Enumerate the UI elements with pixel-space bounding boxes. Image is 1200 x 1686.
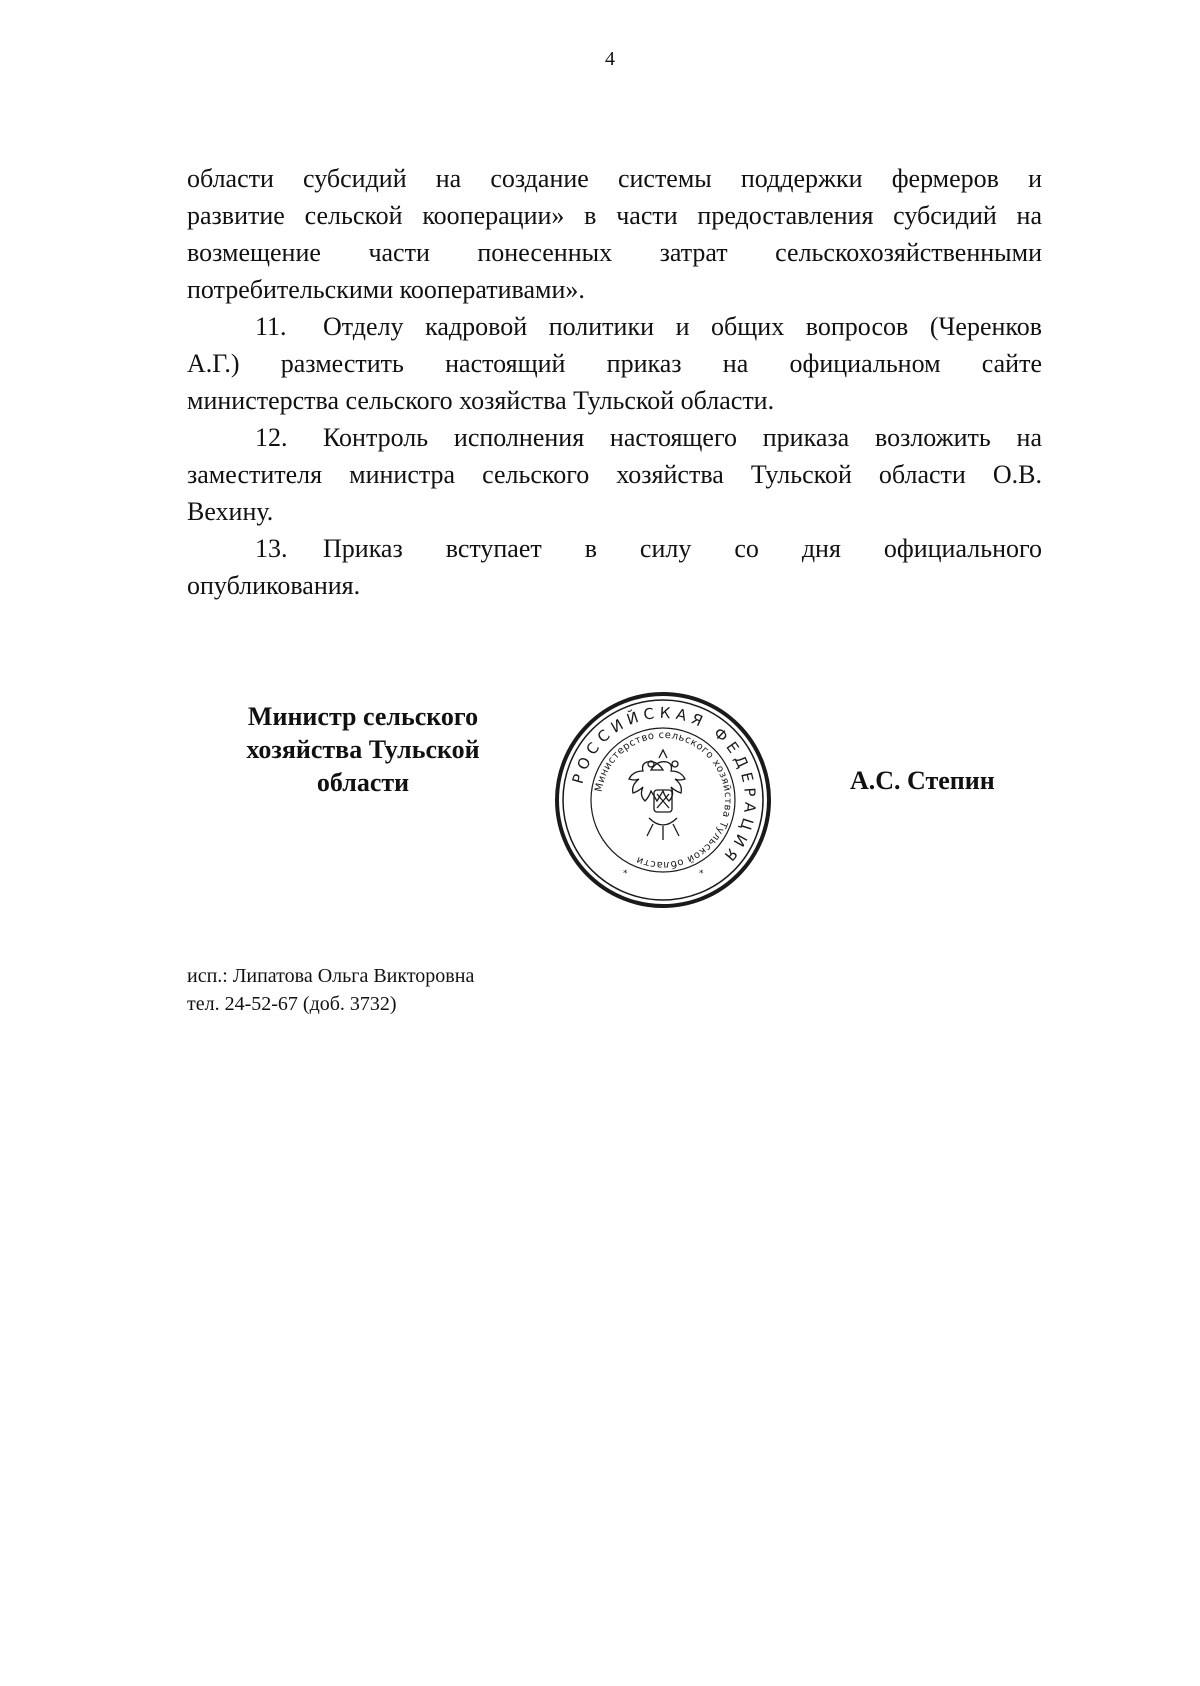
seal-inner-text: Министерство сельского хозяйства Тульской области: [593, 729, 734, 871]
paragraph-item-12: 12. Контроль исполнения настоящего приказа возложить на: [187, 419, 1042, 456]
paragraph-continuation-line: возмещение части понесенных затрат сельскохозяйственными: [187, 238, 1042, 267]
paragraph-line: Вехину.: [187, 497, 274, 526]
official-seal: [553, 690, 773, 910]
page-number: 4: [605, 48, 615, 70]
paragraph-continuation-line: потребительскими кооперативами».: [187, 275, 585, 304]
signatory-title: Министр сельского хозяйства Тульской области: [246, 702, 480, 797]
item-number: 11.: [255, 312, 287, 341]
paragraph-line: опубликования.: [187, 571, 361, 600]
item-number: 12.: [255, 423, 288, 452]
document-body: [187, 160, 1042, 604]
paragraph-line: заместителя министра сельского хозяйства Тульской области О.В.: [187, 460, 1042, 489]
item-number: 13.: [255, 534, 288, 563]
paragraph-continuation: области субсидий на создание системы поддержки фермеров и: [187, 164, 1042, 193]
executor-phone: тел. 24-52-67 (доб. 3732): [187, 993, 397, 1015]
double-headed-eagle-icon: [629, 750, 685, 840]
executor-name: исп.: Липатова Ольга Викторовна: [187, 965, 475, 987]
paragraph-item-11: 11. Отделу кадровой политики и общих вопросов (Черенков: [187, 308, 1042, 345]
paragraph-item-13: 13. Приказ вступает в силу со дня официального: [187, 530, 1042, 567]
executor-info: [187, 962, 474, 1018]
svg-text:*: *: [699, 869, 704, 879]
signatory-name: А.С. Степин: [850, 766, 995, 795]
paragraph-continuation-line: развитие сельской кооперации» в части предоставления субсидий на: [187, 201, 1042, 230]
paragraph-line: А.Г.) разместить настоящий приказ на официальном сайте: [187, 349, 1042, 378]
paragraph-line: министерства сельского хозяйства Тульской области.: [187, 386, 775, 415]
svg-text:*: *: [623, 869, 628, 879]
seal-outer-text: РОССИЙСКАЯ ФЕДЕРАЦИЯ: [568, 703, 760, 869]
